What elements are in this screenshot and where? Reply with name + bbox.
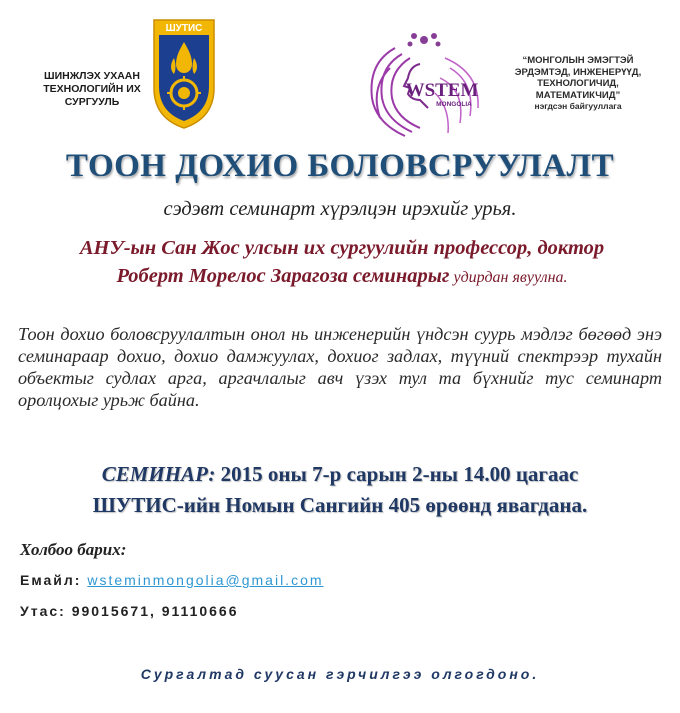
wstem-brand: WSTEM — [405, 80, 479, 101]
university-name-line: ШИНЖЛЭХ УХААН — [44, 70, 140, 82]
university-name-line: СУРГУУЛЬ — [64, 96, 120, 108]
description-paragraph: Тоон дохио боловсруулалтын онол нь инженерийн үндсэн суурь мэдлэг бөгөөд энэ семинараар дохио, дохио дамжуулах, дохиог задлах, түүний спектрээр тухайн объектыг судлах арга, аргачлалыг авч үзэх тул та бүхнийг тус семинарт оролцохыг урьж байна. — [18, 324, 662, 410]
email-label: Емайл: — [20, 572, 88, 588]
org-name-line: ТЕХНОЛОГИЧИД, — [537, 78, 619, 89]
org-name-sub: нэгдсэн байгууллага — [534, 101, 622, 111]
speaker-name: Роберт Морелос Зарагоза семинарыг — [116, 265, 450, 287]
speaker-line-1: АНУ-ын Сан Жос улсын их сургуулийн профессор, доктор — [79, 237, 605, 259]
wstem-logo — [350, 28, 500, 143]
org-name-line: МАТЕМАТИКЧИД” — [535, 89, 621, 101]
university-name — [32, 70, 152, 109]
email-line — [20, 572, 324, 588]
seminar-time: 2015 оны 7-р сарын 2-ны 14.00 цагаас — [215, 462, 579, 486]
wstem-organization-name — [503, 55, 653, 113]
seminar-location: ШУТИС-ийн Номын Сангийн 405 өрөөнд явагдана. — [92, 493, 588, 517]
certificate-note: Сургалтад суусан гэрчилгээ олгогдоно. — [140, 666, 540, 682]
seminar-details — [0, 459, 680, 521]
email-link[interactable]: wsteminmongolia@gmail.com — [87, 572, 324, 588]
seminar-label: СЕМИНАР: — [101, 462, 216, 486]
wstem-brand-sub: MONGOLIA — [436, 101, 472, 108]
speaker-announcement — [22, 234, 662, 292]
must-badge-text: ШУТИС — [165, 23, 203, 34]
speaker-line-tail: удирдан явуулна. — [449, 269, 568, 286]
contact-heading: Холбоо барих: — [20, 540, 127, 559]
seminar-time-line — [0, 459, 680, 490]
must-logo — [152, 18, 216, 130]
speaker-line-2 — [22, 262, 662, 292]
phone-line: Утас: 99015671, 91110666 — [20, 603, 239, 619]
org-name-line: “МОНГОЛЫН ЭМЭГТЭЙ — [522, 55, 634, 66]
university-name-line: ТЕХНОЛОГИЙН ИХ — [43, 83, 141, 95]
page-title: ТООН ДОХИО БОЛОВСРУУЛАЛТ — [65, 148, 615, 184]
org-name-line: ЭРДЭМТЭД, ИНЖЕНЕРҮҮД, — [514, 66, 642, 78]
page-subtitle: сэдэвт семинарт хүрэлцэн ирэхийг урья. — [163, 198, 517, 220]
